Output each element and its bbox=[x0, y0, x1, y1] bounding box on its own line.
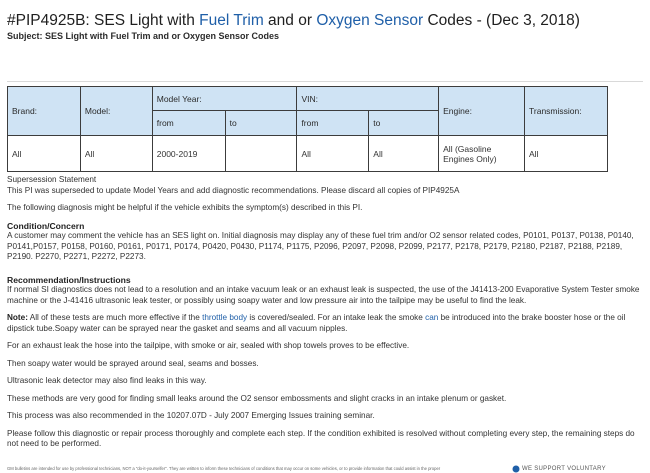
vehicle-spec-table bbox=[7, 86, 608, 172]
bulletin-body bbox=[7, 175, 643, 450]
ase-logo-icon bbox=[512, 465, 520, 473]
vin-to-cell: All bbox=[369, 136, 439, 172]
ase-logo-text: WE SUPPORT VOLUNTARY bbox=[522, 466, 606, 472]
follow-text: Please follow this diagnostic or repair process thoroughly and complete each step. If the condition exhibited is resolved without completing every step, the remaining steps do not need to be performed. bbox=[7, 428, 635, 448]
model-cell: All bbox=[80, 136, 152, 172]
year-from-header: from bbox=[152, 111, 225, 136]
note-label: Note: bbox=[7, 313, 28, 322]
divider bbox=[7, 81, 643, 82]
ultrasonic-text: Ultrasonic leak detector may also find leaks in this way. bbox=[7, 376, 207, 385]
supersession-title: Supersession Statement bbox=[7, 175, 97, 184]
vin-header: VIN: bbox=[297, 87, 439, 111]
supersession-text: This PI was superseded to update Model Years and add diagnostic recommendations. Please discard all copies of PIP4925A bbox=[7, 185, 460, 195]
helpful-text: The following diagnosis might be helpful if the vehicle exhibits the symptom(s) described in this PI. bbox=[7, 203, 363, 212]
recommended-text: This process was also recommended in the 10207.07D - July 2007 Emerging Issues training seminar. bbox=[7, 411, 375, 420]
title-text: Codes - (Dec 3, 2018) bbox=[423, 12, 580, 29]
vin-from-cell: All bbox=[297, 136, 369, 172]
year-to-header: to bbox=[225, 111, 297, 136]
condition-text: A customer may comment the vehicle has an SES light on. Initial diagnosis may display any of these fuel trim and/or O2 sensor related codes, P0101, P0137, P0138, P0140, P0141,P0157, P0158, P0160, P0161, P0171, P0174, P0420, P0430, P1174, P1175, P2096, P2097, P2098, P2099, P2177, P2178, P2179, P2180, P2187, P2188, P2189, P2190. P2270, P2271, P2272, P2273. bbox=[7, 231, 634, 261]
fuel-trim-link[interactable]: Fuel Trim bbox=[199, 12, 264, 29]
title-text: #PIP4925B: SES Light with bbox=[7, 12, 200, 29]
soapy-text: Then soapy water would be sprayed around seal, seams and bosses. bbox=[7, 358, 259, 368]
note-paragraph bbox=[7, 313, 643, 334]
year-to-cell bbox=[225, 136, 297, 172]
note-text: is covered/sealed. For an intake leak the smoke bbox=[247, 313, 426, 322]
recommendation-text: If normal SI diagnostics does not lead to a resolution and an intake vacuum leak or an exhaust leak is suspected, the use of the J41413-200 Evaporative System Tester smoke machine or the J-41416 ultrasonic leak tester, or possibly using soapy water and low pressure air into the tailpipe may be useful to find the leak. bbox=[7, 285, 640, 305]
year-from-cell: 2000-2019 bbox=[152, 136, 225, 172]
model-header: Model: bbox=[80, 87, 152, 136]
engine-header: Engine: bbox=[439, 87, 525, 136]
condition-heading: Condition/Concern bbox=[7, 220, 85, 231]
subject-line: Subject: SES Light with Fuel Trim and or Oxygen Sensor Codes bbox=[7, 31, 280, 41]
throttle-body-link[interactable]: throttle body bbox=[202, 313, 248, 322]
brand-header: Brand: bbox=[8, 87, 81, 136]
can-link[interactable]: can bbox=[425, 313, 439, 322]
engine-cell: All (Gasoline Engines Only) bbox=[439, 136, 525, 172]
exhaust-text: For an exhaust leak the hose into the tailpipe, with smoke or air, sealed with shop towels proves to be effective. bbox=[7, 341, 410, 350]
note-text: be introduced into the brake booster hose or the oil dipstick tube.Soapy water can be sprayed near the gasket and seams and all vacuum nipples. bbox=[7, 313, 626, 333]
transmission-header: Transmission: bbox=[525, 87, 608, 136]
brand-cell: All bbox=[8, 136, 81, 172]
note-text: All of these tests are much more effective if the bbox=[27, 313, 203, 322]
model-year-header: Model Year: bbox=[152, 87, 297, 111]
recommendation-heading: Recommendation/Instructions bbox=[7, 274, 131, 285]
vin-from-header: from bbox=[297, 111, 369, 136]
vin-to-header: to bbox=[369, 111, 439, 136]
transmission-cell: All bbox=[525, 136, 608, 172]
title-text: and or bbox=[263, 12, 317, 29]
methods-text: These methods are very good for finding small leaks around the O2 sensor embossments and slight cracks in an intake plenum or gasket. bbox=[7, 393, 507, 403]
oxygen-sensor-link[interactable]: Oxygen Sensor bbox=[316, 12, 424, 29]
page-title bbox=[7, 12, 647, 30]
disclaimer-text: GM bulletins are intended for use by professional technicians, NOT a "do-it-yourselfer". They are written to inform these technicians of conditions that may occur on some vehicles, or to provide information that could assist in the proper bbox=[7, 466, 441, 471]
table-row bbox=[8, 136, 608, 172]
